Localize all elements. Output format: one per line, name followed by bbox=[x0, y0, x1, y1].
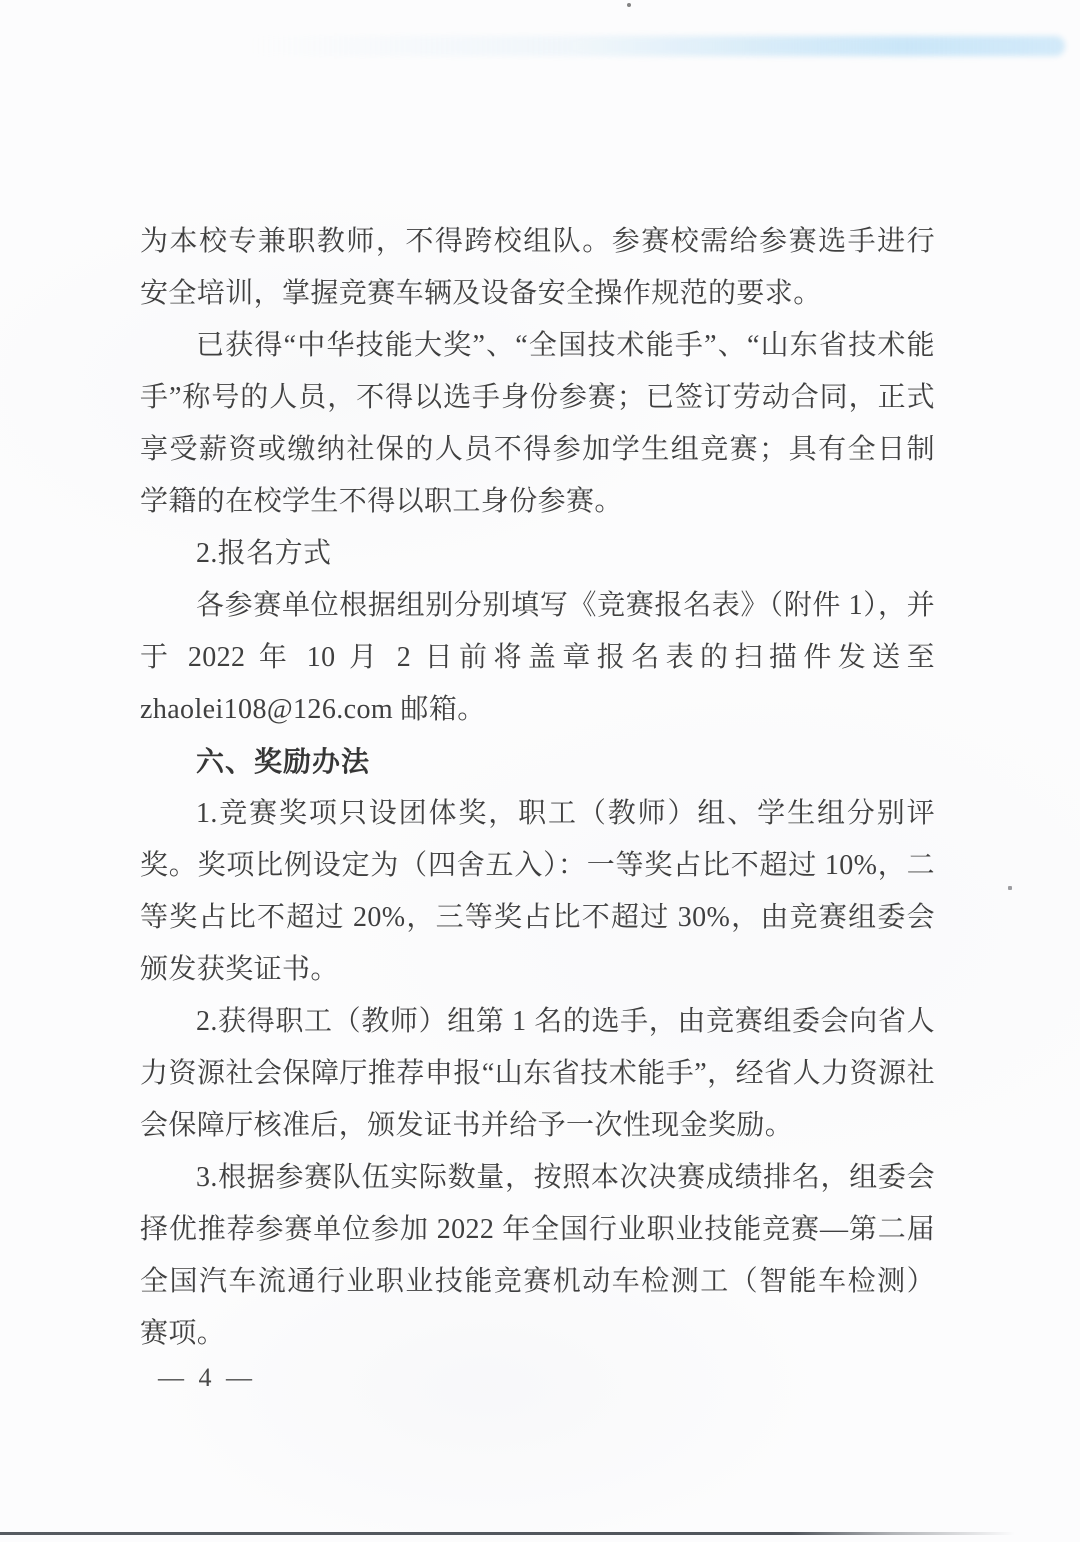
section-heading-award-measures: 六、奖励办法 bbox=[196, 746, 371, 777]
page-number: — 4 — bbox=[158, 1363, 256, 1392]
paragraph-award-item-1: 1.竞赛奖项只设团体奖，职工（教师）组、学生组分别评奖。奖项比例设定为（四舍五入）：一等奖占比不超过 10%，二等奖占比不超过 20%，三等奖占比不超过 30%，由竞赛组委会颁发获奖证书。 bbox=[140, 798, 935, 985]
dust-speck-top-icon bbox=[627, 3, 631, 7]
paragraph-award-item-3: 3.根据参赛队伍实际数量，按照本次决赛成绩排名，组委会择优推荐参赛单位参加 2022 年全国行业职业技能竞赛—第二届全国汽车流通行业职业技能竞赛机动车检测工（智能车检测）赛项。 bbox=[140, 1162, 935, 1349]
paragraph-eligibility-restrictions: 已获得“中华技能大奖”、“全国技术能手”、“山东省技术能手”称号的人员，不得以选手身份参赛；已签订劳动合同，正式享受薪资或缴纳社保的人员不得参加学生组竞赛；具有全日制学籍的在校学生不得以职工身份参赛。 bbox=[140, 330, 935, 517]
paragraph-award-item-2: 2.获得职工（教师）组第 1 名的选手，由竞赛组委会向省人力资源社会保障厅推荐申报“山东省技术能手”，经省人力资源社会保障厅核准后，颁发证书并给予一次性现金奖励。 bbox=[140, 1006, 935, 1141]
scan-artifact-blue-band bbox=[250, 36, 1065, 56]
paragraph-registration-details: 各参赛单位根据组别分别填写《竞赛报名表》（附件 1），并于 2022 年 10 月 2 日前将盖章报名表的扫描件发送至 zhaolei108@126.com 邮箱。 bbox=[140, 590, 935, 725]
paragraph-continuation: 为本校专兼职教师，不得跨校组队。参赛校需给参赛选手进行安全培训，掌握竞赛车辆及设备安全操作规范的要求。 bbox=[140, 226, 935, 309]
dust-speck-right-icon bbox=[1008, 886, 1012, 890]
document-content bbox=[140, 216, 935, 1360]
subheading-registration-method: 2.报名方式 bbox=[196, 538, 332, 569]
scan-artifact-bottom-line bbox=[0, 1532, 1015, 1535]
